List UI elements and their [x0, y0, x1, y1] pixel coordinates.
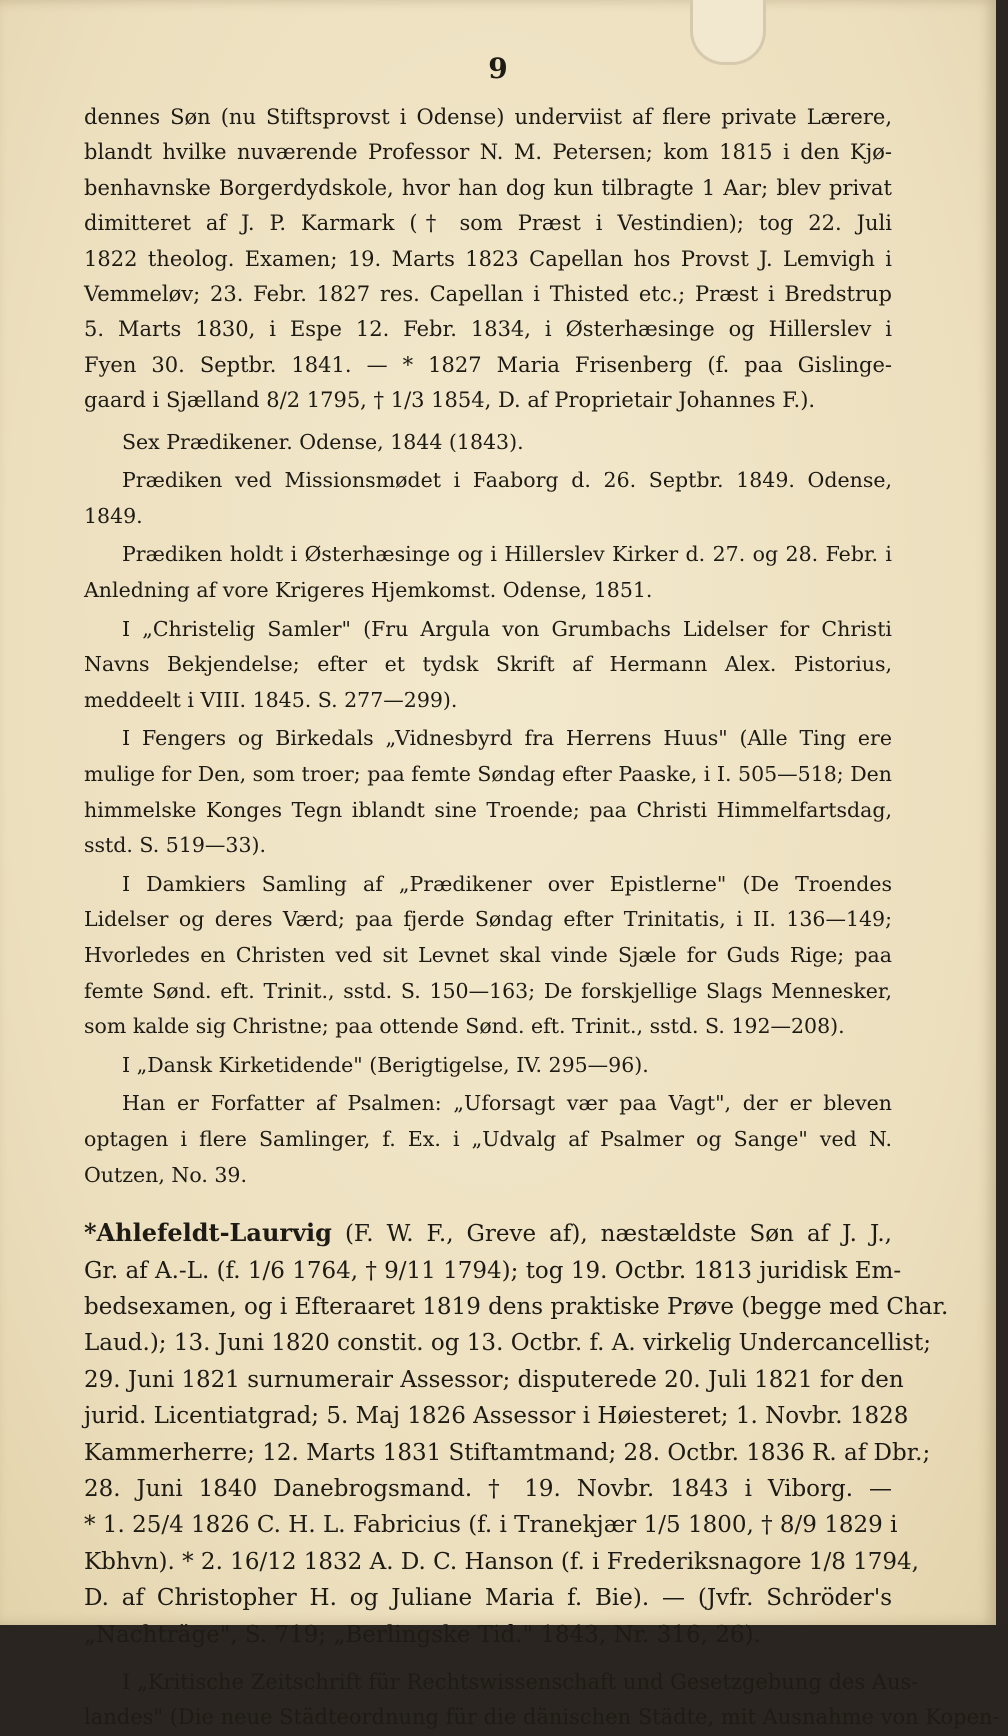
- text-line: 5. Marts 1830, i Espe 12. Febr. 1834, i Østerhæsinge og Hillerslev i: [84, 317, 892, 342]
- text-line: I „Kritische Zeitschrift für Rechtswissenschaft und Gesetzgebung des Aus-: [122, 1670, 919, 1694]
- biography-block: [84, 100, 892, 419]
- text-line: Fyen 30. Septbr. 1841. — * 1827 Maria Frisenberg (f. paa Gislinge-: [84, 352, 892, 377]
- work-entry: I Damkiers Samling af „Prædikener over Epistlerne" (De Troendes Lidelser og deres Værd; paa fjerde Søndag efter Trinitatis, i II. 136—149; Hvorledes en Christen ved sit Levnet skal vinde Sjæle for Guds Rige; paa femte Sønd. eft. Trinit., sstd. S. 150—163; De forskjellige Slags Mennesker, som kalde sig Christne; paa ottende Sønd. eft. Trinit., sstd. S. 192—208).: [84, 871, 892, 1039]
- text-line: (F. W. F., Greve af), næstældste Søn af J. J.,: [344, 1221, 892, 1248]
- text-line: * 1. 25/4 1826 C. H. L. Fabricius (f. i Tranekjær 1/5 1800, † 8/9 1829 i: [84, 1512, 898, 1539]
- page-content: [84, 100, 1000, 1736]
- book-edge: [996, 0, 1008, 1625]
- work-entry: I „Christelig Samler" (Fru Argula von Grumbachs Lidelser for Christi Navns Bekjendelse; efter et tydsk Skrift af Hermann Alex. Pistorius, meddeelt i VIII. 1845. S. 277—299).: [84, 616, 892, 712]
- work-entry: Prædiken holdt i Østerhæsinge og i Hillerslev Kirker d. 27. og 28. Febr. i Anledning af vore Krigeres Hjemkomst. Odense, 1851.: [84, 542, 892, 603]
- entry-first-line: [84, 1215, 892, 1252]
- text-line: 29. Juni 1821 surnumerair Assessor; disputerede 20. Juli 1821 for den: [84, 1366, 904, 1393]
- text-line: dennes Søn (nu Stiftsprovst i Odense) underviist af flere private Lærere,: [84, 105, 892, 129]
- text-line: D. af Christopher H. og Juliane Maria f. Bie). — (Jvfr. Schröder's: [84, 1585, 892, 1612]
- work-entry: Han er Forfatter af Psalmen: „Uforsagt vær paa Vagt", der er bleven optagen i flere Samlinger, f. Ex. i „Udvalg af Psalmer og Sange" ved N. Outzen, No. 39.: [84, 1091, 892, 1187]
- page-number: 9: [488, 52, 508, 85]
- work-entry: I „Dansk Kirketidende" (Berigtigelse, IV. 295—96).: [122, 1052, 649, 1077]
- text-line: bedsexamen, og i Efteraaret 1819 dens praktiske Prøve (begge med Char.: [84, 1293, 949, 1320]
- text-line: Gr. af A.-L. (f. 1/6 1764, † 9/11 1794); tog 19. Octbr. 1813 juridisk Em-: [84, 1257, 902, 1284]
- text-line: 28. Juni 1840 Danebrogsmand. † 19. Novbr. 1843 i Viborg. —: [84, 1475, 892, 1502]
- works-continuation: [84, 1665, 1000, 1736]
- text-line: blandt hvilke nuværende Professor N. M. Petersen; kom 1815 i den Kjø-: [84, 140, 892, 165]
- text-line: landes" (Die neue Städteordnung für die dänischen Städte, mit Ausnahme von Kopen-: [84, 1705, 1000, 1730]
- text-line: gaard i Sjælland 8/2 1795, † 1/3 1854, D. af Proprietair Johannes F.).: [84, 388, 816, 413]
- works-list: [84, 425, 892, 1193]
- text-line: dimitteret af J. P. Karmark († som Præst i Vestindien); tog 22. Juli: [84, 211, 892, 236]
- work-entry: Prædiken ved Missionsmødet i Faaborg d. 26. Septbr. 1849. Odense, 1849.: [84, 468, 892, 528]
- text-line: „Nachträge", S. 719; „Berlingske Tid." 1843, Nr. 316, 26).: [84, 1621, 761, 1648]
- biography-entry-ahlefeldt: [84, 1215, 949, 1653]
- work-entry: Sex Prædikener. Odense, 1844 (1843).: [122, 429, 524, 454]
- entry-headword: *Ahlefeldt-Laurvig: [84, 1218, 332, 1248]
- text-line: Laud.); 13. Juni 1820 constit. og 13. Octbr. f. A. virkelig Undercancellist;: [84, 1330, 931, 1357]
- text-line: Kbhvn). * 2. 16/12 1832 A. D. C. Hanson (f. i Frederiksnagore 1/8 1794,: [84, 1548, 919, 1575]
- text-line: Vemmeløv; 23. Febr. 1827 res. Capellan i Thisted etc.; Præst i Bredstrup: [84, 282, 892, 307]
- text-line: jurid. Licentiatgrad; 5. Maj 1826 Assessor i Høiesteret; 1. Novbr. 1828: [84, 1403, 909, 1430]
- text-line: benhavnske Borgerdydskole, hvor han dog kun tilbragte 1 Aar; blev privat: [84, 175, 892, 200]
- work-entry: I Fengers og Birkedals „Vidnesbyrd fra Herrens Huus" (Alle Ting ere mulige for Den, som troer; paa femte Søndag efter Paaske, i I. 505—518; Den himmelske Konges Tegn iblandt sine Troende; paa Christi Himmelfartsdag, sstd. S. 519—33).: [84, 726, 892, 858]
- text-line: Kammerherre; 12. Marts 1831 Stiftamtmand; 28. Octbr. 1836 R. af Dbr.;: [84, 1439, 931, 1466]
- text-line: 1822 theolog. Examen; 19. Marts 1823 Capellan hos Provst J. Lemvigh i: [84, 246, 892, 271]
